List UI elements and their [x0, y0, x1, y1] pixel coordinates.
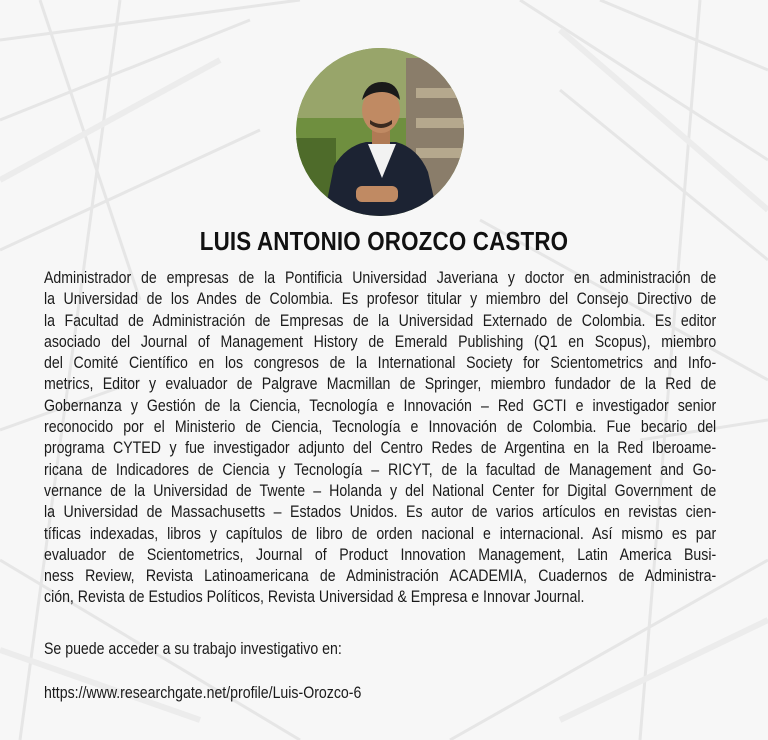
bio-line: ricana de Indicadores de Ciencia y Tecnología – RICYT, de la facultad de Management and Go- [44, 460, 717, 479]
researchgate-link[interactable]: https://www.researchgate.net/profile/Luis-Orozco-6 [44, 684, 362, 702]
bio-line: evaluador de Scientometrics, Journal of Product Innovation Management, Latin America Busi- [44, 545, 717, 564]
access-text: Se puede acceder a su trabajo investigativo en: [44, 640, 342, 658]
bio-line: tíficas indexadas, libros y capítulos de libro de orden nacional e internacional. Así mismo es par [44, 524, 717, 543]
bio-line: la Universidad de Massachusetts – Estados Unidos. Es autor de varios artículos en revistas cien- [44, 503, 717, 522]
bio-line: Administrador de empresas de la Pontificia Universidad Javeriana y doctor en administración de [44, 269, 717, 287]
bio-line: ción, Revista de Estudios Políticos, Revista Universidad & Empresa e Innovar Journal. [44, 588, 585, 607]
bio-line: reconocido por el Ministerio de Ciencia, Tecnología e Innovación de Colombia. Fue becario del [44, 418, 717, 437]
bio-line: del Comité Científico en los congresos de la International Society for Scientometrics and Info- [44, 354, 717, 373]
person-portrait-icon [296, 48, 464, 216]
biography [44, 268, 716, 609]
bio-line: programa CYTED y fue investigador adjunto del Centro Redes de Argentina en la Red Iberoame- [44, 439, 717, 458]
bio-line: la Facultad de Administración de Empresas de la Universidad Externado de Colombia. Es editor [44, 311, 717, 330]
bio-line: Gobernanza y Gestión de la Ciencia, Tecnología e Innovación – Red GCTI e investigador senior [44, 396, 717, 415]
bio-line: ness Review, Revista Latinoamericana de Administración ACADEMIA, Cuadernos de Administra- [44, 567, 717, 586]
profile-photo [296, 48, 464, 216]
bio-line: asociado del Journal of Management History de Emerald Publishing (Q1 en Scopus), miembro [44, 332, 717, 351]
bio-line: vernance de la Universidad de Twente – Holanda y del National Center for Digital Government de [44, 481, 717, 500]
person-name: LUIS ANTONIO OROZCO CASTRO [199, 226, 569, 256]
bio-line: metrics, Editor y evaluador de Palgrave Macmillan de Springer, miembro fundador de la Red de [44, 375, 717, 394]
bio-line: la Universidad de los Andes de Colombia. Es profesor titular y miembro del Consejo Directivo de [44, 290, 717, 309]
